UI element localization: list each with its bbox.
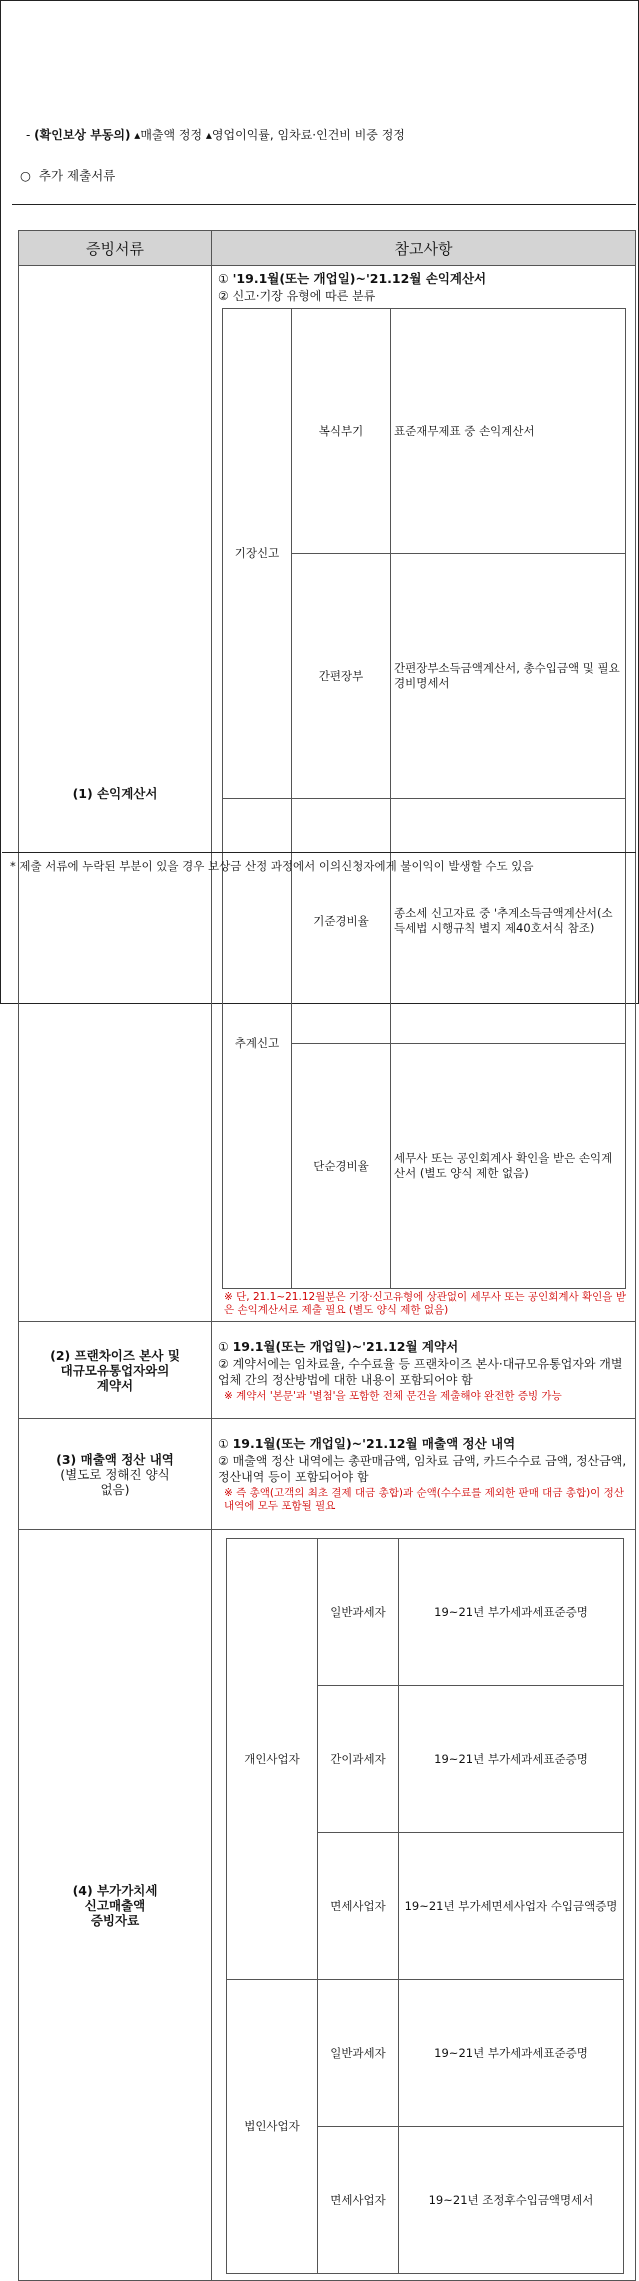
group-cell: 법인사업자 (227, 1980, 318, 2274)
group-cell: 기장신고 (223, 309, 292, 799)
row-notes (212, 1419, 636, 1530)
red-note: ※ 즉 총액(고객의 최초 결제 대금 총합)과 순액(수수료를 제외한 판매 대금 총합)이 정산 내역에 모두 포함될 필요 (224, 1487, 624, 1512)
group-cell: 추계신고 (223, 799, 292, 1289)
type-cell: 일반과세자 (318, 1539, 399, 1686)
type-cell: 면세사업자 (318, 2127, 399, 2274)
col-header-notes: 참고사항 (212, 231, 636, 266)
section-title: 추가 제출서류 (38, 168, 116, 183)
list-item: ② 매출액 정산 내역에는 총판매금액, 임차료 금액, 카드수수료 금액, 정산금액, 정산내역 등이 포함되어야 함 (218, 1454, 627, 1484)
doc-cell: 19~21년 부가세과세표준증명 (399, 1980, 624, 2127)
section-bullet: ○ (20, 168, 31, 183)
doc-cell: 19~21년 부가세과세표준증명 (399, 1539, 624, 1686)
list-item: ① '19.1월(또는 개업일)~'21.12월 손익계산서 (218, 271, 487, 286)
desc-cell: 세무사 또는 공인회계사 확인을 받은 손익계산서 (별도 양식 제한 없음) (391, 1044, 626, 1289)
row-notes (212, 1322, 636, 1419)
table-row (19, 266, 636, 1322)
documents-table (18, 230, 636, 2281)
type-cell: 기준경비율 (292, 799, 391, 1044)
bottom-rule (2, 852, 636, 853)
filing-type-table (222, 308, 626, 1289)
row-title: (4) 부가가치세 신고매출액 증빙자료 (19, 1530, 212, 2281)
footnote: * 제출 서류에 누락된 부분이 있을 경우 보상금 산정 과정에서 이의신청자에게 불이익이 발생할 수도 있음 (10, 859, 534, 873)
type-cell: 간편장부 (292, 554, 391, 799)
desc-cell: 간편장부소득금액계산서, 총수입금액 및 필요경비명세서 (391, 554, 626, 799)
type-cell: 일반과세자 (318, 1980, 399, 2127)
intro-bold: (확인보상 부동의) (34, 128, 131, 142)
type-cell: 면세사업자 (318, 1833, 399, 1980)
table-row (19, 1530, 636, 2281)
red-note: ※ 단, 21.1~21.12월분은 기장·신고유형에 상관없이 세무사 또는 공인회계사 확인을 받은 손익계산서로 제출 필요 (별도 양식 제한 없음) (224, 1291, 626, 1316)
type-cell: 단순경비율 (292, 1044, 391, 1289)
dash: - (26, 128, 31, 142)
list-item: ② 계약서에는 임차료율, 수수료율 등 프랜차이즈 본사·대규모유통업자와 개별 업체 간의 정산방법에 대한 내용이 포함되어야 함 (218, 1356, 623, 1387)
intro-rest: ▴매출액 정정 ▴영업이익률, 임차료·인건비 비중 정정 (134, 128, 405, 142)
doc-cell: 19~21년 부가세면세사업자 수입금액증명 (399, 1833, 624, 1980)
type-cell: 복식부기 (292, 309, 391, 554)
vat-table (226, 1538, 624, 2274)
desc-cell: 표준재무제표 중 손익계산서 (391, 309, 626, 554)
row-notes (212, 266, 636, 1322)
table-row (19, 1322, 636, 1419)
list-item: ② 신고·기장 유형에 따른 분류 (218, 289, 376, 303)
red-note: ※ 계약서 '본문'과 '별첨'을 포함한 전체 문건을 제출해야 완전한 증빙 가능 (224, 1389, 562, 1402)
row-title: (2) 프랜차이즈 본사 및 대규모유통업자와의 계약서 (19, 1322, 212, 1419)
row-title: (3) 매출액 정산 내역 (별도로 정해진 양식 없음) (19, 1419, 212, 1530)
intro-line (26, 126, 405, 143)
doc-cell: 19~21년 조정후수입금액명세서 (399, 2127, 624, 2274)
list-item: ① 19.1월(또는 개업일)~'21.12월 계약서 (218, 1338, 459, 1354)
table-row (19, 1419, 636, 1530)
row-title: (1) 손익계산서 (19, 266, 212, 1322)
section-heading (20, 166, 115, 184)
top-rule (12, 204, 636, 205)
list-item: ① 19.1월(또는 개업일)~'21.12월 매출액 정산 내역 (218, 1436, 516, 1451)
group-cell: 개인사업자 (227, 1539, 318, 1980)
type-cell: 간이과세자 (318, 1686, 399, 1833)
col-header-docs: 증빙서류 (19, 231, 212, 266)
desc-cell: 종소세 신고자료 중 '추계소득금액계산서(소득세법 시행규칙 별지 제40호서식 참조) (391, 799, 626, 1044)
row-notes (212, 1530, 636, 2281)
doc-cell: 19~21년 부가세과세표준증명 (399, 1686, 624, 1833)
